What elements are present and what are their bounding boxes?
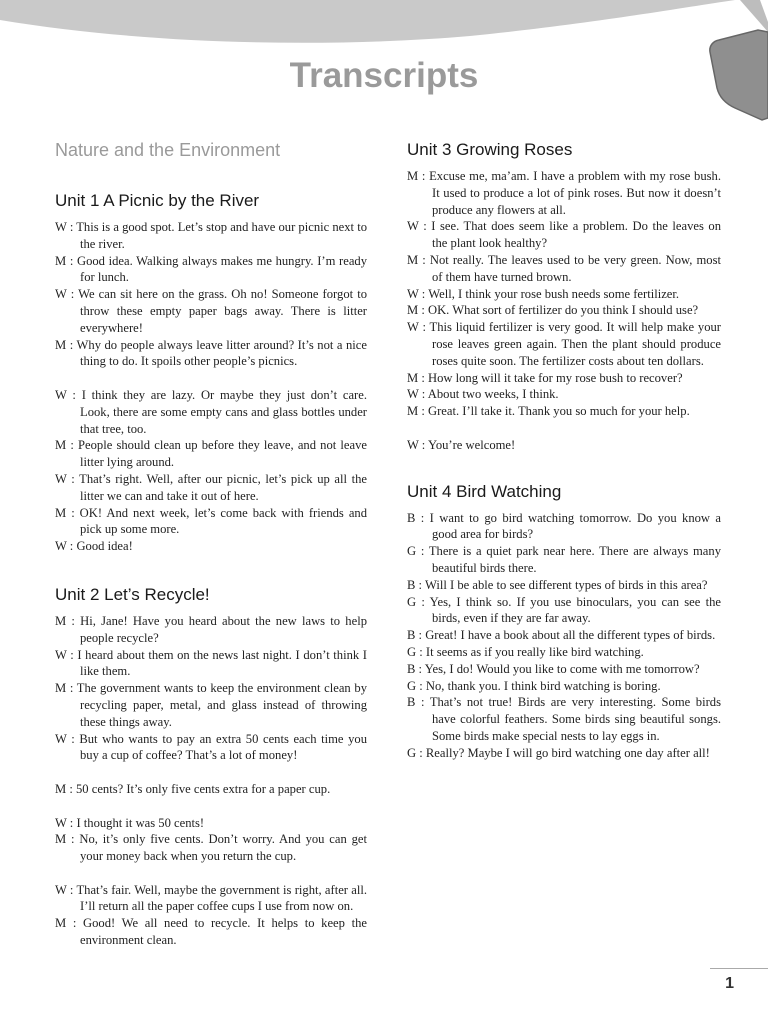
dialogue-line: B : Yes, I do! Would you like to come with me tomorrow? (407, 661, 700, 676)
unit-1 (55, 191, 367, 555)
dialogue-line: M : OK! And next week, let’s come back with friends and pick up some more. (55, 505, 367, 537)
dialogue-line: G : Yes, I think so. If you use binoculars, you can see the birds, even if they are far away. (407, 594, 721, 626)
dialogue-line: W : I heard about them on the news last night. I don’t think I like them. (55, 647, 367, 679)
unit-2 (55, 585, 367, 949)
dialogue-line: B : I want to go bird watching tomorrow. Do you know a good area for birds? (407, 510, 721, 542)
page-number-rule (710, 968, 768, 969)
dialogue-line: W : I see. That does seem like a problem. Do the leaves on the plant look healthy? (407, 219, 721, 251)
unit-4 (407, 482, 721, 762)
dialogue-line: W : But who wants to pay an extra 50 cents each time you buy a cup of coffee? That’s a lot of money! (55, 731, 367, 763)
dialogue-line: W : We can sit here on the grass. Oh no! Someone forgot to throw these empty paper bags away. There is litter everywhere! (55, 287, 367, 335)
left-column (55, 140, 367, 975)
dialogue-line: W : You’re welcome! (407, 437, 516, 452)
dialogue-line: B : That’s not true! Birds are very interesting. Some birds have colorful feathers. Some birds sing beautiful songs. Some birds make special nests to lay eggs in. (407, 695, 721, 743)
unit-4-title: Unit 4 Bird Watching (407, 481, 562, 501)
dialogue-line: M : People should clean up before they leave, and not leave litter lying around. (55, 438, 367, 470)
dialogue-line: W : About two weeks, I think. (407, 387, 559, 402)
unit-3-title: Unit 3 Growing Roses (407, 140, 573, 159)
dialogue-line: W : That’s fair. Well, maybe the government is right, after all. I’ll return all the paper coffee cups I use from now on. (55, 882, 367, 914)
dialogue-line: G : Really? Maybe I will go bird watching one day after all! (407, 745, 710, 760)
dialogue-line: M : The government wants to keep the environment clean by recycling paper, metal, and glass instead of throwing these things away. (55, 681, 367, 729)
dialogue-line: W : Good idea! (55, 539, 133, 554)
dialogue-line: M : Good idea. Walking always makes me hungry. I’m ready for lunch. (55, 253, 367, 285)
dialogue-line: B : Great! I have a book about all the different types of birds. (407, 628, 716, 643)
dialogue-line: M : Why do people always leave litter around? It’s not a nice thing to do. It spoils other people’s picnics. (55, 337, 367, 369)
dialogue-line: G : There is a quiet park near here. There are always many beautiful birds there. (407, 544, 721, 575)
dialogue-line: M : 50 cents? It’s only five cents extra for a paper cup. (55, 781, 331, 796)
page-number: 1 (725, 975, 734, 992)
dialogue-line: M : Excuse me, ma’am. I have a problem with my rose bush. It used to produce a lot of pink roses. But now it doesn’t produce any flowers at all. (407, 169, 721, 217)
dialogue-line: M : How long will it take for my rose bush to recover? (407, 370, 683, 385)
unit-2-title: Unit 2 Let’s Recycle! (55, 584, 210, 604)
dialogue-line: M : No, it’s only five cents. Don’t worry. And you can get your money back when you return the cup. (55, 832, 367, 864)
right-column (407, 140, 721, 788)
dialogue-line: M : Not really. The leaves used to be very green. Now, most of them have turned brown. (407, 252, 721, 284)
dialogue-line: W : I think they are lazy. Or maybe they just don’t care. Look, there are some empty cans and glass bottles under that tree, too. (55, 387, 367, 436)
unit-1-title: Unit 1 A Picnic by the River (55, 191, 260, 210)
section-title: Nature and the Environment (55, 140, 281, 160)
dialogue-line: M : Great. I’ll take it. Thank you so much for your help. (407, 404, 690, 419)
dialogue-line: B : Will I be able to see different types of birds in this area? (407, 577, 708, 592)
dialogue-line: M : Hi, Jane! Have you heard about the new laws to help people recycle? (55, 613, 367, 645)
dialogue-line: G : No, thank you. I think bird watching is boring. (407, 678, 661, 693)
dialogue-line: M : OK. What sort of fertilizer do you think I should use? (407, 303, 699, 318)
unit-3 (407, 140, 721, 454)
dialogue-line: W : This is a good spot. Let’s stop and have our picnic next to the river. (55, 220, 367, 251)
dialogue-line: G : It seems as if you really like bird watching. (407, 644, 644, 659)
dialogue-line: W : That’s right. Well, after our picnic, let’s pick up all the litter we can and take it out of here. (55, 471, 367, 503)
dialogue-line: W : Well, I think your rose bush needs some fertilizer. (407, 286, 680, 301)
page-title: Transcripts (289, 56, 479, 95)
dialogue-line: W : I thought it was 50 cents! (55, 815, 205, 830)
dialogue-line: M : Good! We all need to recycle. It helps to keep the environment clean. (55, 916, 367, 948)
dialogue-line: W : This liquid fertilizer is very good. It will help make your rose leaves green again. Then the plant should produce roses quite soon. The fertilizer costs about ten dollars. (407, 320, 721, 368)
